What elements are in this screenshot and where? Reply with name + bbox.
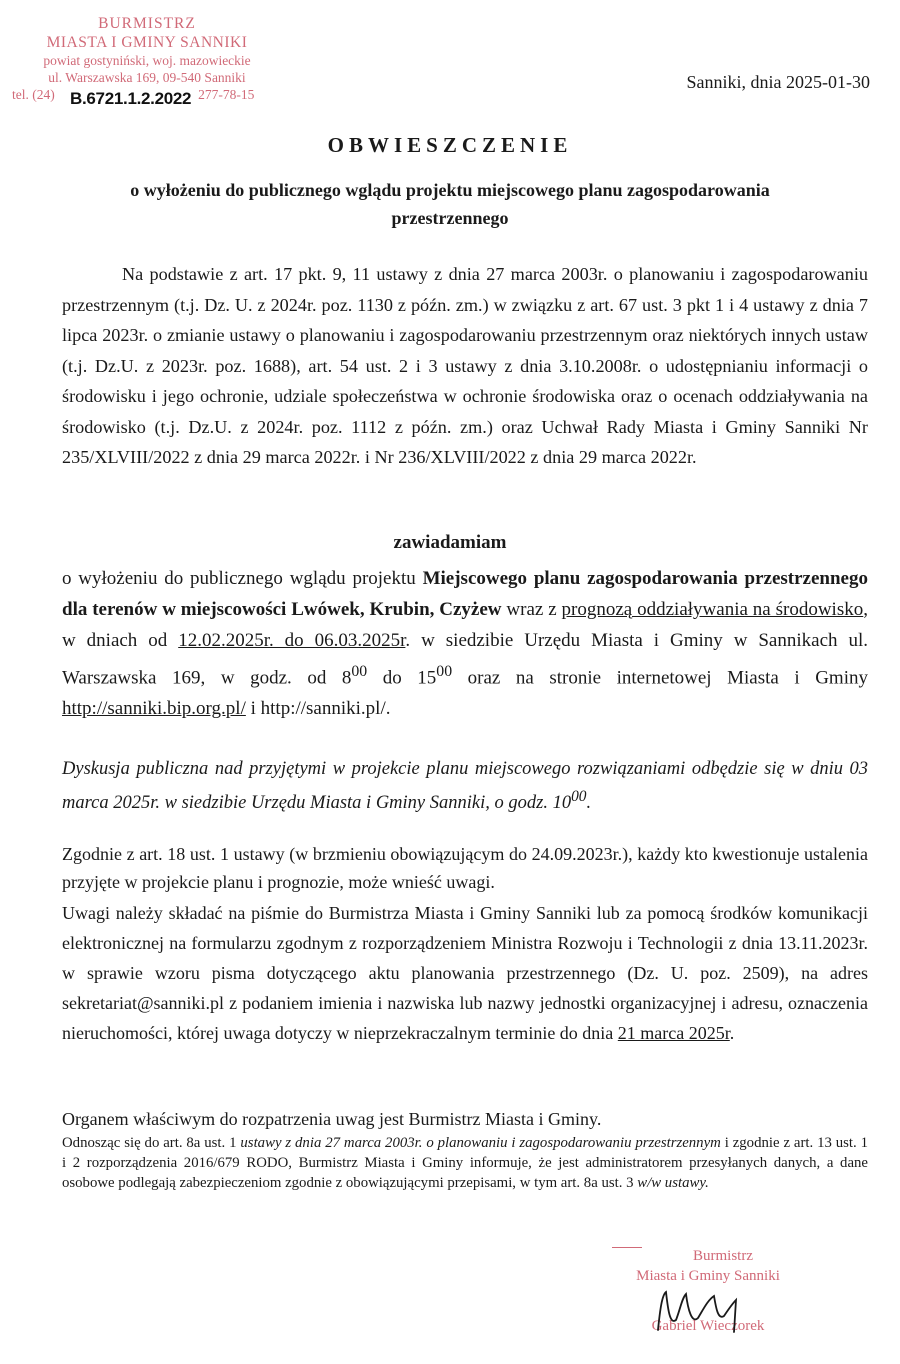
bip-link[interactable]: http://sanniki.bip.org.pl/ — [62, 698, 246, 720]
public-discussion-paragraph — [62, 755, 868, 817]
hour-sup-2: 00 — [436, 663, 453, 680]
hour-sup-1: 00 — [351, 663, 368, 680]
notice-text-e: , w dniach od — [62, 599, 868, 651]
plan-name: Miejscowego planu zagospodarowania przestrzennego dla terenów w miejscowości Lwówek, Krubin, Czyżew — [62, 568, 868, 620]
discussion-text: Dyskusja publiczna nad przyjętymi w projekcie planu miejscowego rozwiązaniami odbędzie się w dniu 03 marca 2025r. w siedzibie Urzędu Miasta i Gminy Sanniki, o godz. 10 — [62, 759, 868, 814]
discussion-hour-sup: 00 — [571, 788, 587, 805]
rodo-text-c: i zgodnie z art. 13 ust. 1 i 2 rozporządzenia 2016/679 RODO, Burmistrz Miasta i Gminy informuje, że jest administratorem przesyłanych danych, a dane osobowe podlegają zabezpieczeniom zgodnie z obowiązującymi przepisami, w tym art. 8a ust. 3 — [62, 1135, 869, 1191]
objections-paragraph: Zgodnie z art. 18 ust. 1 ustawy (w brzmieniu obowiązującym do 24.09.2023r.), każdy kto kwestionuje ustalenia przyjęte w projekcie planu i prognozie, może wnieść uwagi. — [62, 844, 868, 892]
forecast-link-text: prognozą oddziaływania na środowisko — [561, 599, 864, 620]
signature-office: Miasta i Gminy Sanniki — [636, 1268, 780, 1284]
competent-authority-paragraph: Organem właściwym do rozpatrzenia uwag jest Burmistrz Miasta i Gminy. — [62, 1109, 602, 1129]
document-subtitle: o wyłożeniu do publicznego wglądu projektu miejscowego planu zagospodarowania przestrzennego — [130, 180, 770, 228]
notice-paragraph — [62, 563, 868, 724]
signature-role: Burmistrz — [693, 1248, 753, 1264]
handwritten-signature-icon — [648, 1280, 758, 1340]
notice-text-j: oraz na stronie internetowej Miasta i Gminy — [452, 667, 868, 689]
rodo-text-d: w/w ustawy. — [637, 1175, 709, 1191]
stamp-line-2: MIASTA I GMINY SANNIKI — [46, 34, 248, 51]
notice-text-g: . w siedzibie Urzędu Miasta i Gminy w Sannikach ul. Warszawska 169, w godz. od 8 — [62, 630, 868, 689]
discussion-text-end: . — [586, 793, 592, 814]
reference-number: B.6721.1.2.2022 — [70, 89, 192, 108]
signature-block — [608, 1246, 808, 1336]
rodo-paragraph — [62, 1133, 868, 1193]
stamp-line-1: BURMISTRZ — [98, 15, 196, 32]
stamp-phone-tail: 277-78-15 — [198, 87, 255, 102]
notice-text-i: do 15 — [367, 667, 437, 689]
submission-paragraph — [62, 898, 868, 1048]
deadline-date: 21 marca 2025r — [617, 1023, 730, 1043]
signature-name: Gabriel Wieczorek — [651, 1318, 765, 1334]
rodo-text-b: ustawy z dnia 27 marca 2003r. o planowaniu i zagospodarowaniu przestrzennym — [240, 1135, 721, 1151]
stamp-line-3: powiat gostyniński, woj. mazowieckie — [43, 53, 251, 68]
document-title: OBWIESZCZENIE — [327, 133, 573, 157]
submission-text: Uwagi należy składać na piśmie do Burmistrza Miasta i Gminy Sanniki lub za pomocą środków komunikacji elektronicznej na formularzu zgodnym z rozporządzeniem Ministra Rozwoju i Technologii z dnia 13.11.2023r. w sprawie wzoru pisma dotyczącego aktu planowania przestrzennego (Dz. U. poz. 2509), na adres sekretariat@sanniki.pl z podaniem imienia i nazwiska lub nazwy jednostki organizacyjnej i adresu, oznaczenia nieruchomości, której uwaga dotyczy w nieprzekraczalnym terminie do dnia — [62, 903, 868, 1043]
legal-basis-paragraph: Na podstawie z art. 17 pkt. 9, 11 ustawy z dnia 27 marca 2003r. o planowaniu i zagospodarowaniu przestrzennym (t.j. Dz. U. z 2024r. poz. 1130 z późn. zm.) w związku z art. 67 ust. 3 pkt 1 i 4 ustawy z dnia 7 lipca 2023r. o zmianie ustawy o planowaniu i zagospodarowaniu przestrzennym oraz niektórych innych ustaw (t.j. Dz.U. z 2023r. poz. 1688), art. 54 ust. 2 i 3 ustawy z dnia 3.10.2008r. o udostępnianiu informacji o środowisku i jego ochronie, udziale społeczeństwa w ochronie środowiska oraz o ocenach oddziaływania na środowisko (t.j. Dz.U. z 2024r. poz. 1112 z późn. zm.) oraz Uchwał Rady Miasta i Gminy Sanniki Nr 235/XLVIII/2022 z dnia 29 marca 2022r. i Nr 236/XLVIII/2022 z dnia 29 marca 2022r. — [62, 264, 868, 467]
announcement-word: zawiadamiam — [393, 532, 507, 553]
submission-text-end: . — [729, 1023, 735, 1043]
rodo-text-a: Odnosząc się do art. 8a ust. 1 — [62, 1135, 241, 1151]
notice-text-l: i http://sanniki.pl/. — [245, 698, 391, 720]
stamp-line-4: ul. Warszawska 169, 09-540 Sanniki — [48, 70, 246, 85]
stamp-phone-prefix: tel. (24) — [12, 87, 55, 102]
notice-text-a: o wyłożeniu do publicznego wglądu projektu — [62, 568, 423, 589]
display-period: 12.02.2025r. do 06.03.2025r — [178, 630, 406, 651]
notice-text-c: wraz z — [501, 599, 562, 620]
document-date: Sanniki, dnia 2025-01-30 — [686, 72, 870, 92]
